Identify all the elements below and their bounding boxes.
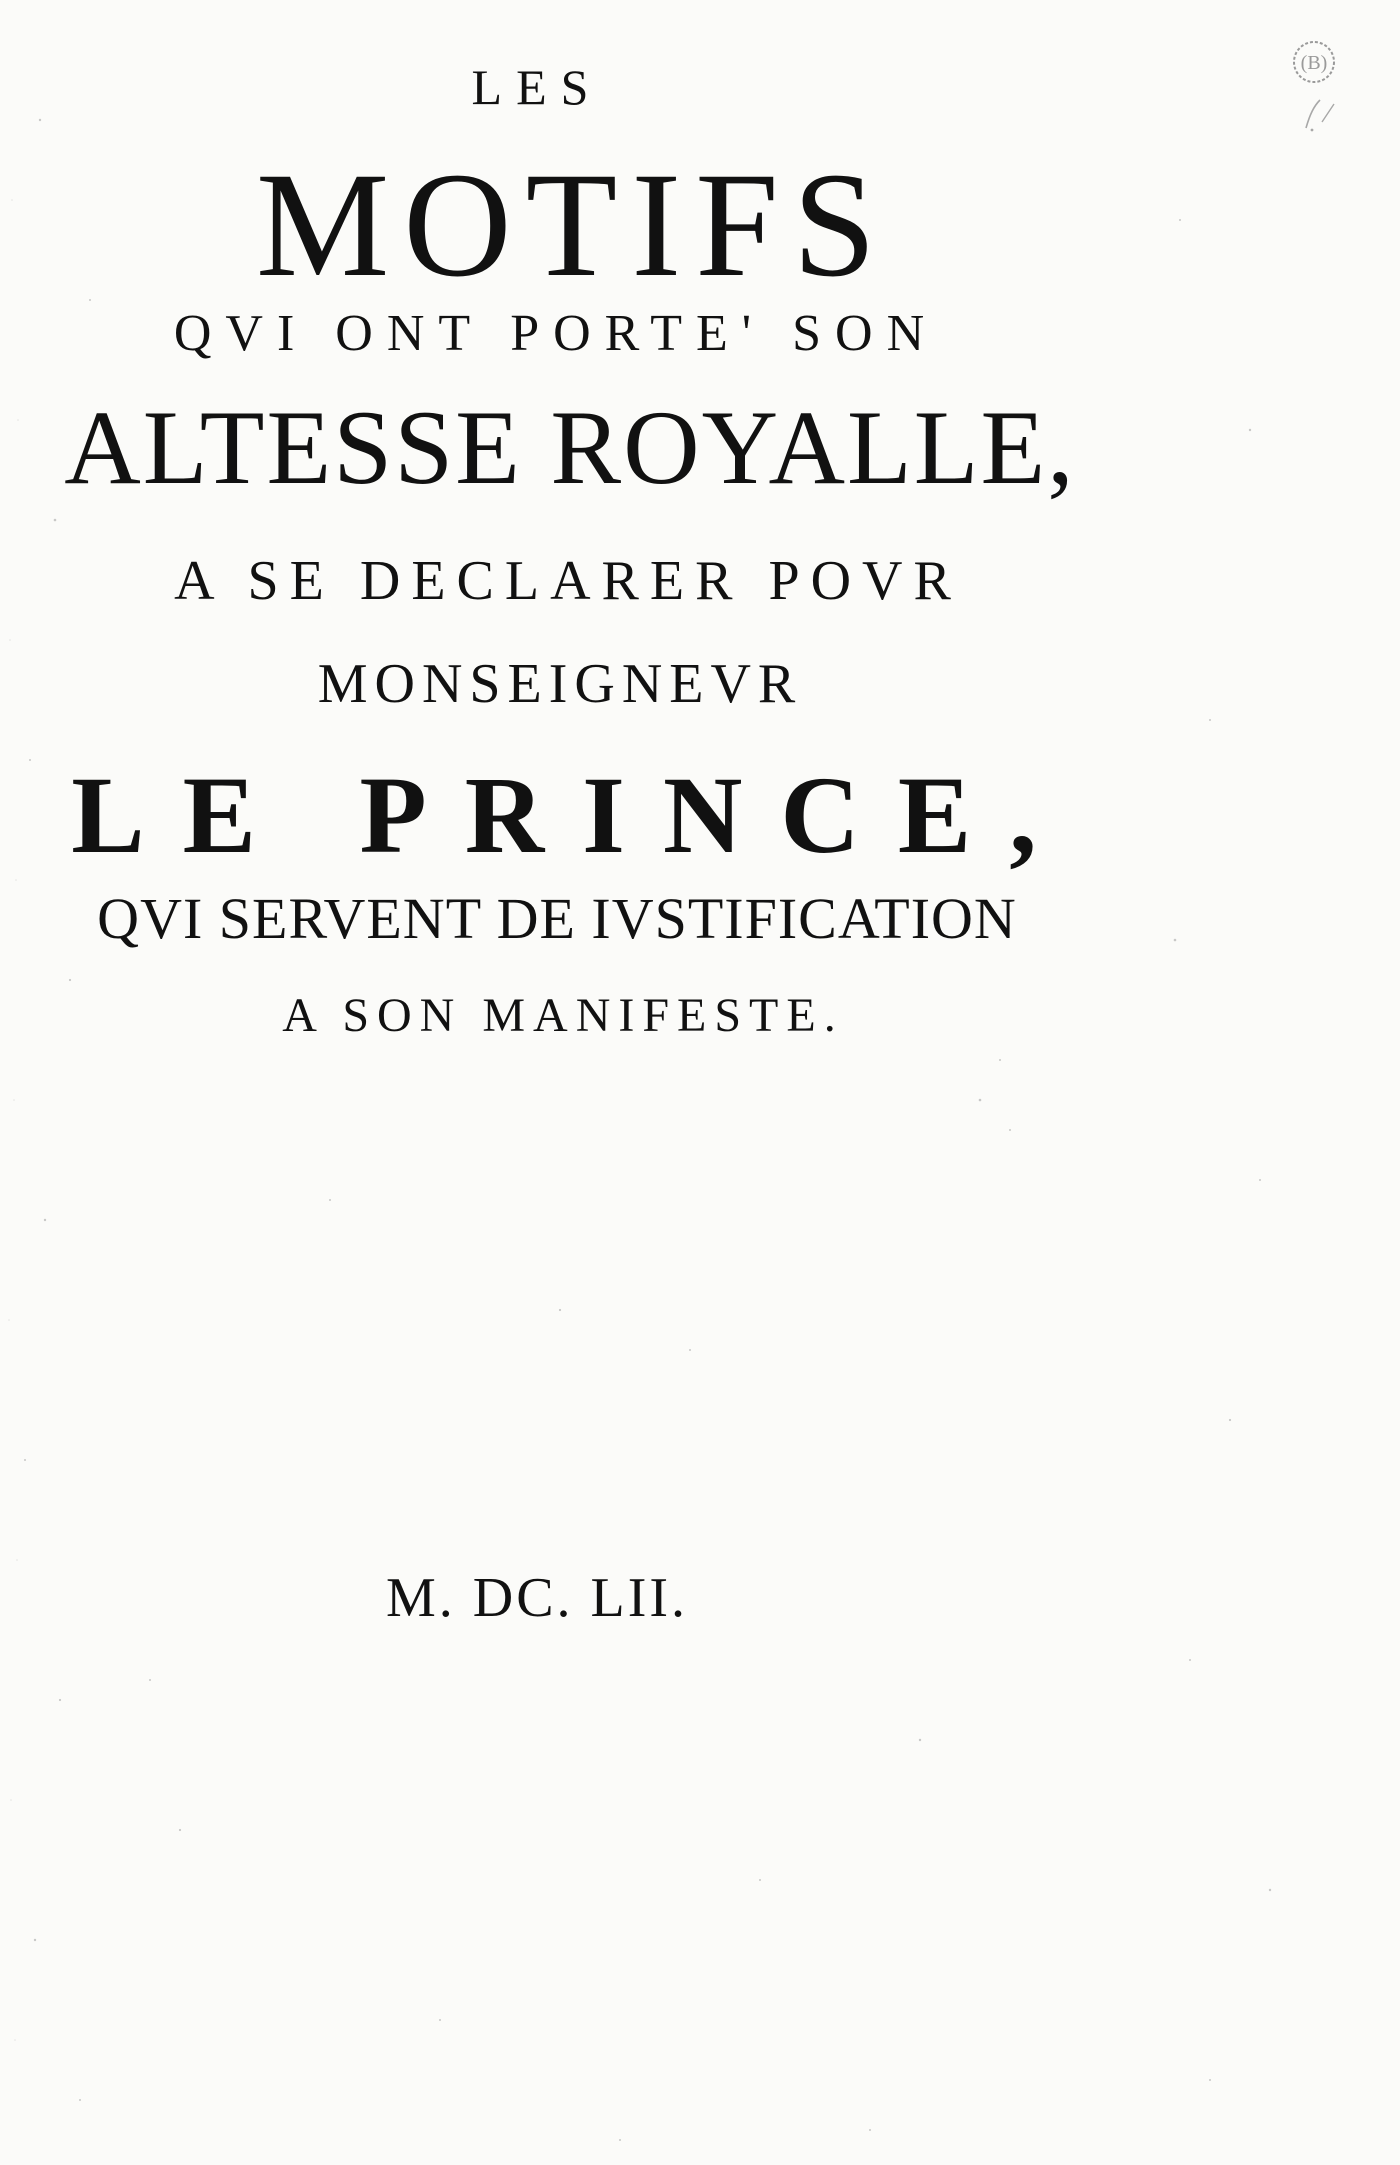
title-line-monseigneur: MONSEIGNEVR [317,653,803,715]
title-line-a-se-declarer: A SE DECLARER POVR [174,550,962,612]
title-line-qui-ont-porte: QVI ONT PORTE' SON [173,305,939,362]
stamp-label: (B) [1300,52,1328,74]
title-line-motifs: MOTIFS [255,142,891,308]
title-line-le-prince: LE PRINCE, [71,754,1075,876]
shelf-mark-icon [1300,92,1342,136]
title-line-qui-servent: QVI SERVENT DE IVSTIFICATION [97,886,1017,951]
title-line-altesse-royalle: ALTESSE ROYALLE, [64,389,1076,506]
title-line-a-son-manifeste: A SON MANIFESTE. [282,989,844,1042]
title-line-les: LES [471,59,603,115]
imprint-date: M. DC. LII. [385,1567,689,1629]
library-stamp-icon [1290,38,1338,86]
